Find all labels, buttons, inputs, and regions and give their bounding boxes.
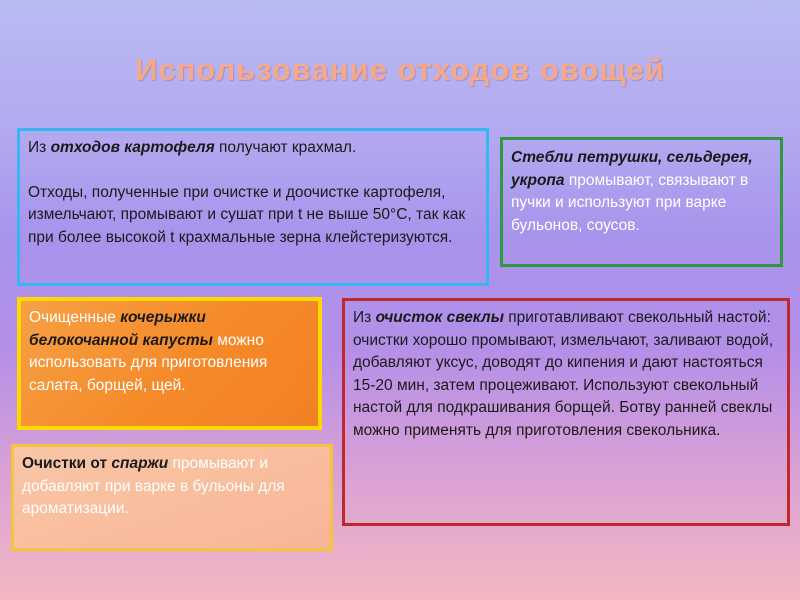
cabbage-emphasis: кочерыжки белокочанной капусты bbox=[29, 309, 213, 349]
beet-text: приготавливают свекольный настой: очистки хорошо промывают, измельчают, заливают водой, добавляют уксус, доводят до кипения и дают настояться 15-20 мин, затем процеживают. Используют свекольный настой для подкрашивания борщей. Ботву ранней свеклы можно применять для приготовления свекольника. bbox=[353, 309, 774, 439]
beet-emphasis: очисток свеклы bbox=[375, 309, 504, 326]
asparagus-prefix: Очистки от bbox=[22, 455, 112, 472]
herbs-emphasis: Стебли петрушки, сельдерея, укропа bbox=[511, 149, 753, 189]
potato-lead-emphasis: отходов картофеля bbox=[50, 139, 215, 156]
potato-body: Отходы, полученные при очистке и доочистке картофеля, измельчают, промывают и сушат при t не выше 50°С, так как при более высокой t крахмальные зерна клейстеризуются. bbox=[28, 183, 466, 246]
cabbage-stalks-box bbox=[17, 297, 322, 430]
beet-peel-box bbox=[342, 298, 790, 526]
potato-lead bbox=[28, 137, 478, 160]
asparagus-text: промывают и добавляют при варке в бульоны для ароматизации. bbox=[22, 455, 285, 517]
herbs-text: промывают, связывают в пучки и используют при варке бульонов, соусов. bbox=[511, 171, 749, 234]
potato-waste-box bbox=[17, 128, 489, 286]
cabbage-text: можно использовать для приготовления салата, борщей, щей. bbox=[29, 331, 268, 394]
cabbage-prefix: Очищенные bbox=[29, 309, 121, 326]
beet-prefix: Из bbox=[353, 309, 376, 326]
potato-lead-suffix: получают крахмал. bbox=[214, 139, 357, 156]
asparagus-emphasis: спаржи bbox=[111, 455, 169, 472]
potato-lead-prefix: Из bbox=[28, 139, 51, 156]
herbs-stems-box bbox=[500, 137, 783, 267]
slide-title: Использование отходов овощей bbox=[135, 52, 665, 87]
asparagus-peel-box bbox=[11, 444, 333, 551]
